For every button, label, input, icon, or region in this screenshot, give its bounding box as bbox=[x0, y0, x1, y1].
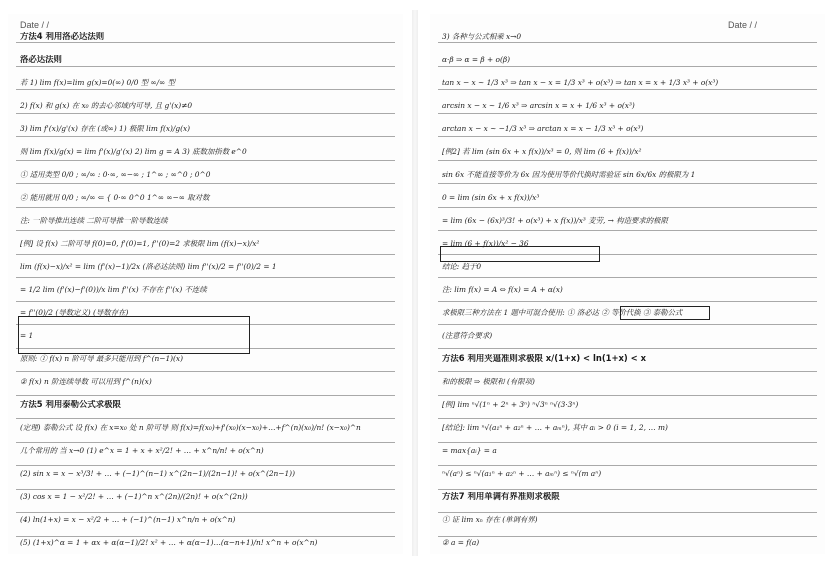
ruled-line bbox=[16, 512, 395, 513]
ruled-line bbox=[16, 42, 395, 43]
handwritten-line: sin 6x 不能直接等价为 6x 因为使用等价代换时需验证 sin 6x/6x 的极限为 1 bbox=[442, 170, 696, 179]
ruled-line bbox=[16, 465, 395, 466]
ruled-line bbox=[438, 66, 817, 67]
handwritten-line: 求极限三种方法在 1 题中可混合使用: ① 洛必达 ② 等价代换 ③ 泰勒公式 bbox=[442, 308, 683, 317]
ruled-line bbox=[16, 301, 395, 302]
ruled-line bbox=[438, 113, 817, 114]
ruled-line bbox=[438, 277, 817, 278]
ruled-line bbox=[16, 160, 395, 161]
ruled-line bbox=[438, 136, 817, 137]
ruled-line bbox=[16, 418, 395, 419]
handwritten-line: = f''(0)/2 (导数定义) (导数存在) bbox=[20, 308, 129, 317]
ruled-line bbox=[438, 183, 817, 184]
right-notebook-page bbox=[430, 14, 825, 554]
ruled-line bbox=[16, 230, 395, 231]
ruled-line bbox=[438, 42, 817, 43]
date-label: Date / / bbox=[20, 20, 50, 30]
handwritten-line: 注: 一阶导推出连续 二阶可导推一阶导数连续 bbox=[20, 216, 168, 225]
ruled-line bbox=[438, 301, 817, 302]
ruled-line bbox=[16, 489, 395, 490]
result-box bbox=[440, 246, 600, 262]
handwritten-line: = 1 bbox=[20, 331, 34, 340]
ruled-line bbox=[16, 536, 395, 537]
ruled-line bbox=[16, 371, 395, 372]
handwritten-line: α·β ⇒ α = β + o(β) bbox=[442, 55, 511, 64]
ruled-line bbox=[438, 371, 817, 372]
handwritten-line: (注意符合要求) bbox=[442, 331, 493, 340]
ruled-line bbox=[438, 512, 817, 513]
handwritten-line: 几个常用的 当 x→0 (1) e^x = 1 + x + x²/2! + … + x^n/n! + o(x^n) bbox=[20, 446, 264, 455]
ruled-line bbox=[438, 89, 817, 90]
handwritten-line: [例] 设 f(x) 二阶可导 f(0)=0, f'(0)=1, f''(0)=2 求极限 lim (f(x)−x)/x² bbox=[20, 239, 260, 248]
handwritten-line: (4) ln(1+x) = x − x²/2 + … + (−1)^(n−1) x^n/n + o(x^n) bbox=[20, 515, 236, 524]
handwritten-line: 和的极限 ⇒ 极限和 (有限项) bbox=[442, 377, 535, 386]
handwritten-line: lim (f(x)−x)/x² = lim (f'(x)−1)/2x (洛必达法则) lim f''(x)/2 = f''(0)/2 = 1 bbox=[20, 262, 277, 271]
handwritten-line: 3) 各种与公式相乘 x→0 bbox=[442, 32, 522, 41]
handwritten-line: (2) sin x = x − x³/3! + … + (−1)^(n−1) x^(2n−1)/(2n−1)! + o(x^(2n−1)) bbox=[20, 469, 295, 478]
handwritten-line: = 1/2 lim (f'(x)−f'(0))/x lim f''(x) 不存在 f''(x) 不连续 bbox=[20, 285, 207, 294]
date-label: Date / / bbox=[728, 20, 758, 30]
handwritten-line: 0 = lim (sin 6x + x f(x))/x³ bbox=[442, 193, 540, 202]
ruled-line bbox=[438, 348, 817, 349]
handwritten-line: ① 证 lim xₙ 存在 (单调有界) bbox=[442, 515, 538, 524]
handwritten-line: [例2] 若 lim (sin 6x + x f(x))/x³ = 0, 则 lim (6 + f(x))/x² bbox=[442, 147, 642, 156]
handwritten-line: 注: lim f(x) = A ⇔ f(x) = A + α(x) bbox=[442, 285, 563, 294]
ruled-line bbox=[438, 230, 817, 231]
ruled-line bbox=[16, 89, 395, 90]
notebook-binding bbox=[412, 10, 418, 556]
handwritten-line: arctan x − x ~ −1/3 x³ ⇒ arctan x = x − 1/3 x³ + o(x³) bbox=[442, 124, 644, 133]
handwritten-line: arcsin x − x ~ 1/6 x³ ⇒ arcsin x = x + 1/6 x³ + o(x³) bbox=[442, 101, 635, 110]
handwritten-line: 则 lim f(x)/g(x) = lim f'(x)/g'(x) 2) lim g = A 3) 底数加指数 e^0 bbox=[20, 147, 247, 156]
handwritten-line: 方法7 利用单调有界准则求极限 bbox=[442, 492, 560, 501]
handwritten-line: = lim (6 + f(x))/x² − 36 bbox=[442, 239, 529, 248]
handwritten-line: = lim (6x − (6x)³/3! + o(x³) + x f(x))/x³ 麦劳, → 构造要求的极限 bbox=[442, 216, 668, 225]
handwritten-line: (5) (1+x)^α = 1 + αx + α(α−1)/2! x² + … + α(α−1)…(α−n+1)/n! x^n + o(x^n) bbox=[20, 538, 318, 547]
ruled-line bbox=[16, 442, 395, 443]
handwritten-line: ② 能用就用 0/0 ; ∞/∞ ⇐ { 0·∞ 0^0 1^∞ ∞−∞ 取对数 bbox=[20, 193, 210, 202]
handwritten-line: 结论: 趋于0 bbox=[442, 262, 482, 271]
handwritten-line: 方法4 利用洛必达法则 bbox=[20, 32, 105, 41]
handwritten-line: ② a = f(a) bbox=[442, 538, 480, 547]
ruled-line bbox=[16, 136, 395, 137]
ruled-line bbox=[16, 395, 395, 396]
ruled-line bbox=[16, 254, 395, 255]
handwritten-line: 原则: ① f(x) n 阶可导 最多只能用到 f^(n−1)(x) bbox=[20, 354, 183, 363]
handwritten-line: ① 适用类型 0/0 ; ∞/∞ : 0·∞, ∞−∞ ; 1^∞ ; ∞^0 ; 0^0 bbox=[20, 170, 211, 179]
handwritten-line: ② f(x) n 阶连续导数 可以用到 f^(n)(x) bbox=[20, 377, 152, 386]
ruled-line bbox=[438, 489, 817, 490]
handwritten-line: [例] lim ⁿ√(1ⁿ + 2ⁿ + 3ⁿ) ⁿ√3ⁿ ⁿ√(3·3ⁿ) bbox=[442, 400, 579, 409]
ruled-line bbox=[438, 207, 817, 208]
ruled-line bbox=[16, 207, 395, 208]
handwritten-line: 3) lim f'(x)/g'(x) 存在 (或∞) 1) 极限 lim f(x)/g(x) bbox=[20, 124, 191, 133]
ruled-line bbox=[438, 465, 817, 466]
handwritten-line: tan x − x ~ 1/3 x³ ⇒ tan x − x = 1/3 x³ + o(x³) ⇒ tan x = x + 1/3 x³ + o(x³) bbox=[442, 78, 719, 87]
handwritten-line: (定理) 泰勒公式 设 f(x) 在 x=x₀ 处 n 阶可导 则 f(x)=f(x₀)+f'(x₀)(x−x₀)+…+f^(n)(x₀)/n! (x−x₀)^n bbox=[20, 423, 361, 432]
handwritten-line: 方法5 利用泰勒公式求极限 bbox=[20, 400, 121, 409]
ruled-line bbox=[438, 395, 817, 396]
handwritten-line: [结论]: lim ⁿ√(a₁ⁿ + a₂ⁿ + … + aₘⁿ), 其中 aᵢ > 0 (i = 1, 2, … m) bbox=[442, 423, 668, 432]
handwritten-line: = max{aᵢ} = a bbox=[442, 446, 497, 455]
ruled-line bbox=[438, 324, 817, 325]
ruled-line bbox=[438, 418, 817, 419]
ruled-line bbox=[16, 113, 395, 114]
ruled-line bbox=[16, 183, 395, 184]
left-notebook-page bbox=[8, 14, 403, 554]
ruled-line bbox=[438, 536, 817, 537]
handwritten-line: ⁿ√(aⁿ) ≤ ⁿ√(a₁ⁿ + a₂ⁿ + … + aₘⁿ) ≤ ⁿ√(m aⁿ) bbox=[442, 469, 602, 478]
ruled-line bbox=[16, 277, 395, 278]
handwritten-line: 洛必达法则 bbox=[20, 55, 62, 64]
handwritten-line: (3) cos x = 1 − x²/2! + … + (−1)^n x^(2n)/(2n)! + o(x^(2n)) bbox=[20, 492, 248, 501]
ruled-line bbox=[438, 442, 817, 443]
ruled-line bbox=[16, 66, 395, 67]
ruled-line bbox=[438, 160, 817, 161]
handwritten-line: 方法6 利用夹逼准则求极限 x/(1+x) < ln(1+x) < x bbox=[442, 354, 646, 363]
handwritten-line: 若 1) lim f(x)=lim g(x)=0(∞) 0/0 型 ∞/∞ 型 bbox=[20, 78, 176, 87]
handwritten-line: 2) f(x) 和 g(x) 在 x₀ 的去心邻域内可导, 且 g'(x)≠0 bbox=[20, 101, 193, 110]
